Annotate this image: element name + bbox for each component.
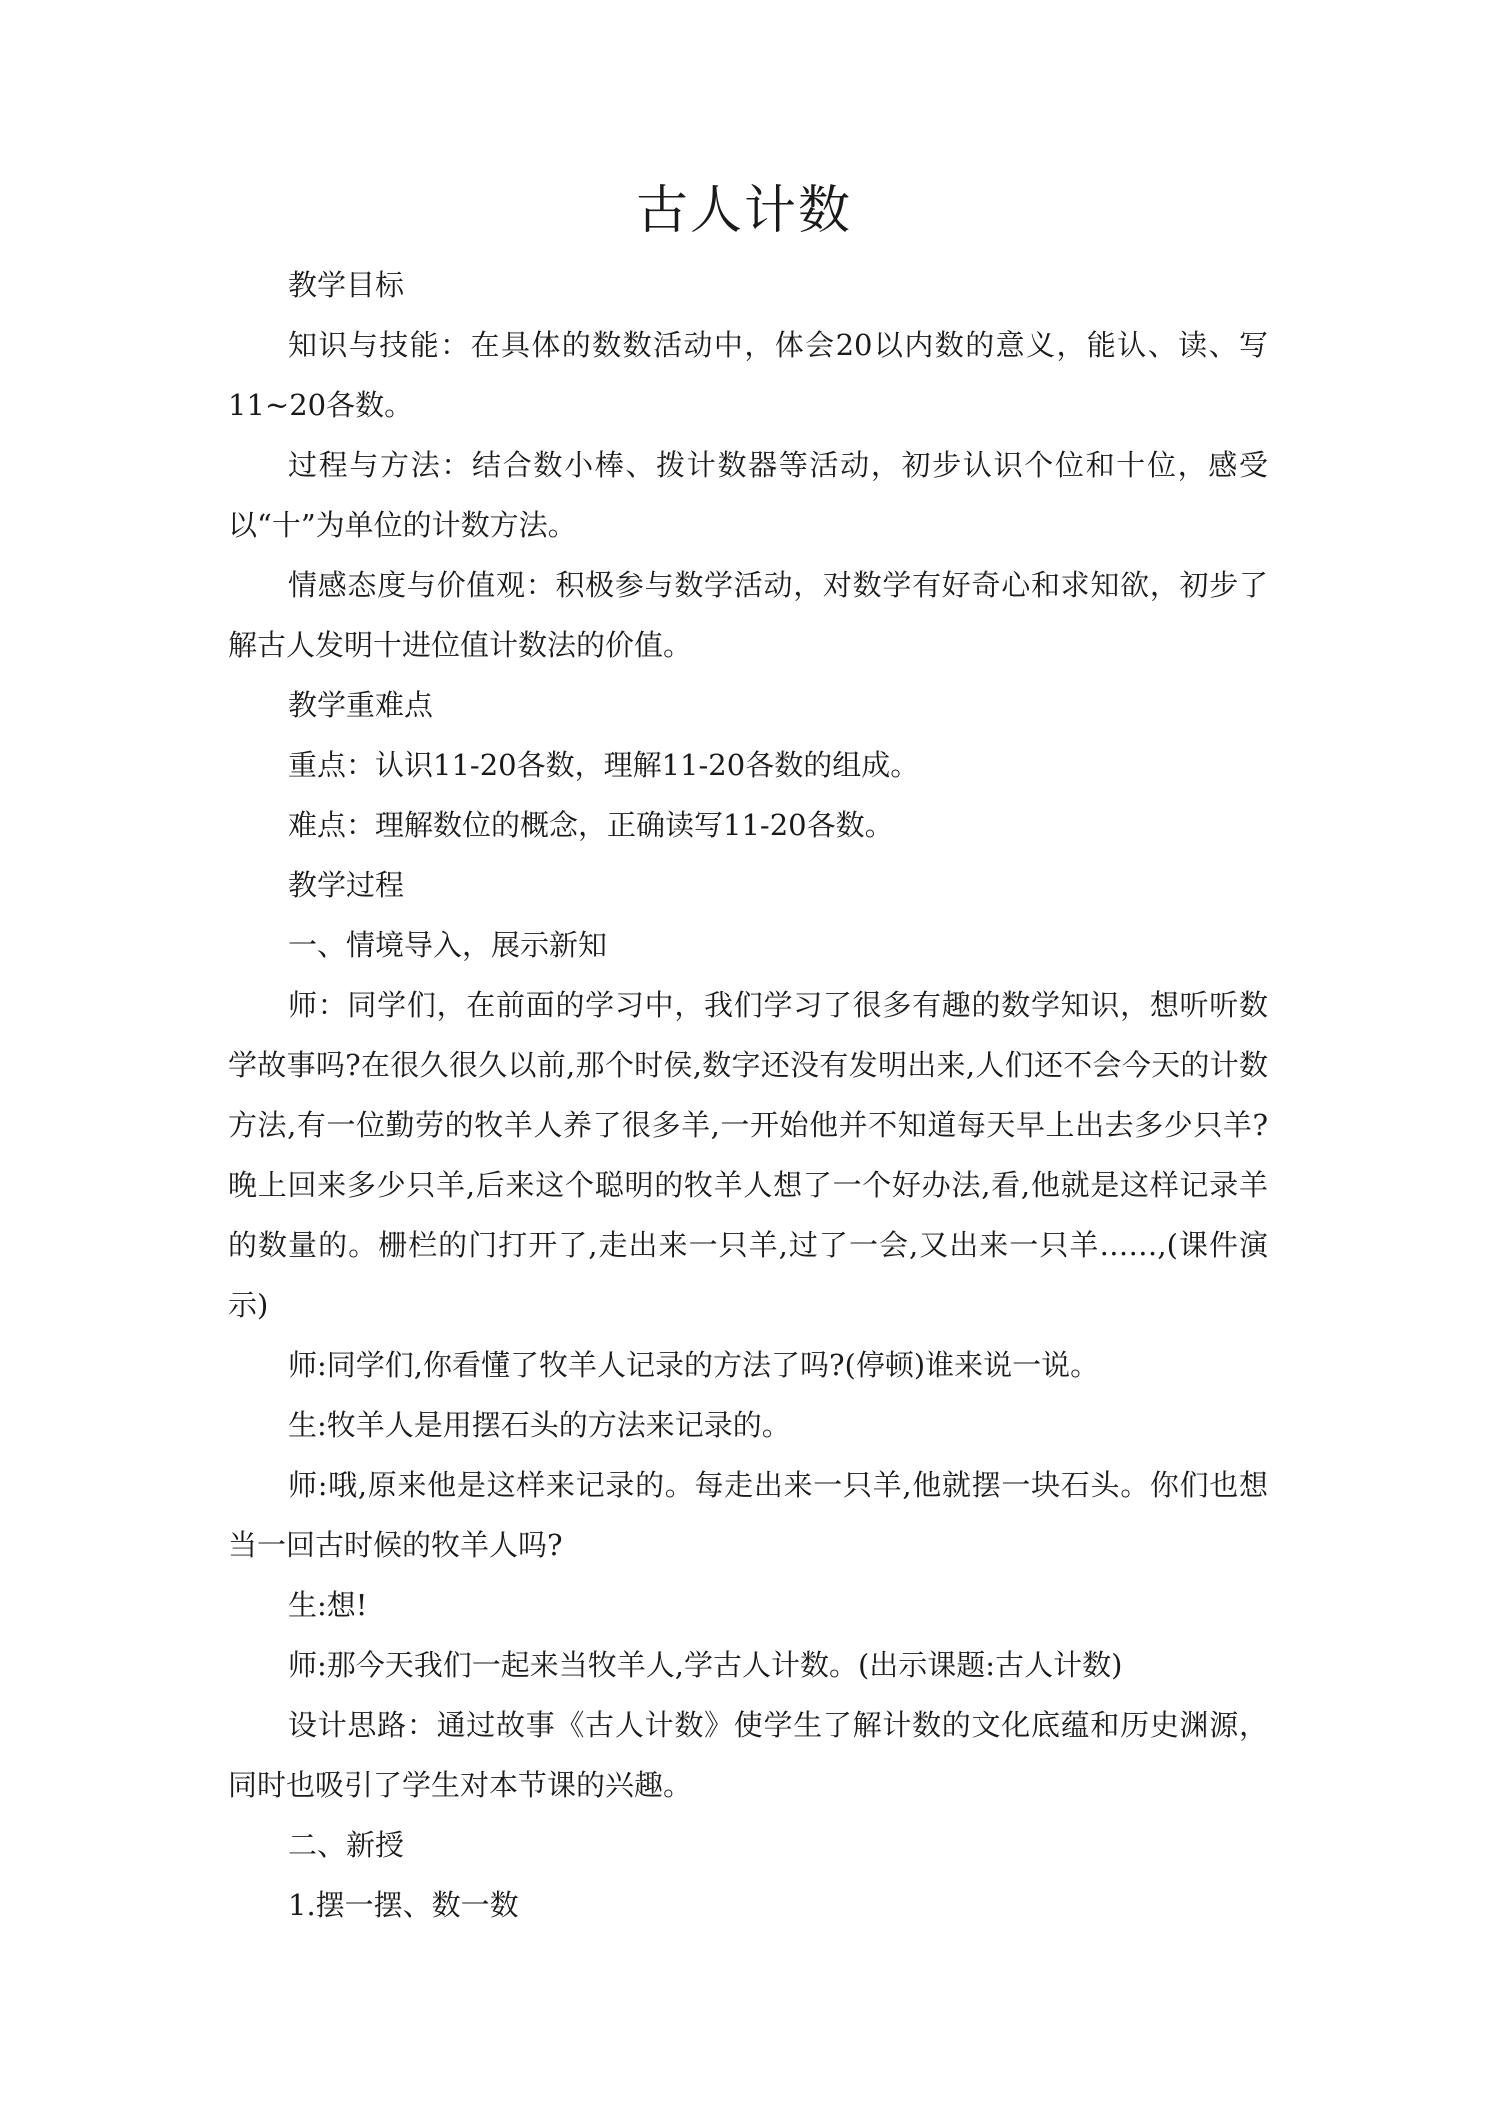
section-heading-key-points: 教学重难点 — [288, 688, 434, 722]
key-point: 重点：认识11-20各数，理解11-20各数的组成。 — [288, 748, 920, 782]
dialogue-paragraph: 生:想! — [288, 1588, 368, 1622]
difficult-point: 难点：理解数位的概念，正确读写11-20各数。 — [288, 808, 894, 842]
subsection-heading-intro: 一、情境导入，展示新知 — [288, 928, 608, 962]
dialogue-paragraph: 师:哦,原来他是这样来记录的。每走出来一只羊,他就摆一块石头。你们也想当一回古时候的牧羊人吗? — [228, 1468, 1268, 1562]
objective-knowledge-skills: 知识与技能：在具体的数数活动中，体会20以内数的意义，能认、读、写11~20各数。 — [228, 328, 1268, 422]
dialogue-paragraph: 生:牧羊人是用摆石头的方法来记录的。 — [288, 1408, 791, 1442]
dialogue-paragraph: 师:同学们,你看懂了牧羊人记录的方法了吗?(停顿)谁来说一说。 — [288, 1348, 1100, 1382]
section-heading-objectives: 教学目标 — [288, 268, 405, 302]
dialogue-paragraph: 师：同学们，在前面的学习中，我们学习了很多有趣的数学知识，想听听数学故事吗?在很久很久以前,那个时侯,数字还没有发明出来,人们还不会今天的计数方法,有一位勤劳的牧羊人养了很多羊,一开始他并不知道每天早上出去多少只羊?晚上回来多少只羊,后来这个聪明的牧羊人想了一个好办法,看,他就是这样记录羊的数量的。栅栏的门打开了,走出来一只羊,过了一会,又出来一只羊……,(课件演示) — [228, 988, 1268, 1322]
objective-attitude-values: 情感态度与价值观：积极参与数学活动，对数学有好奇心和求知欲，初步了解古人发明十进位值计数法的价值。 — [228, 568, 1268, 662]
dialogue-paragraph: 师:那今天我们一起来当牧羊人,学古人计数。(出示课题:古人计数) — [288, 1648, 1123, 1682]
objective-process-methods: 过程与方法：结合数小棒、拨计数器等活动，初步认识个位和十位，感受以“十”为单位的计数方法。 — [228, 448, 1268, 542]
subsection-heading-new-lesson: 二、新授 — [288, 1828, 405, 1862]
document-title: 古人计数 — [635, 181, 852, 241]
section-heading-process: 教学过程 — [288, 868, 405, 902]
design-rationale: 设计思路：通过故事《古人计数》使学生了解计数的文化底蕴和历史渊源，同时也吸引了学生对本节课的兴趣。 — [228, 1708, 1268, 1802]
document-body — [228, 255, 1268, 1935]
activity-heading: 1.摆一摆、数一数 — [288, 1888, 519, 1922]
